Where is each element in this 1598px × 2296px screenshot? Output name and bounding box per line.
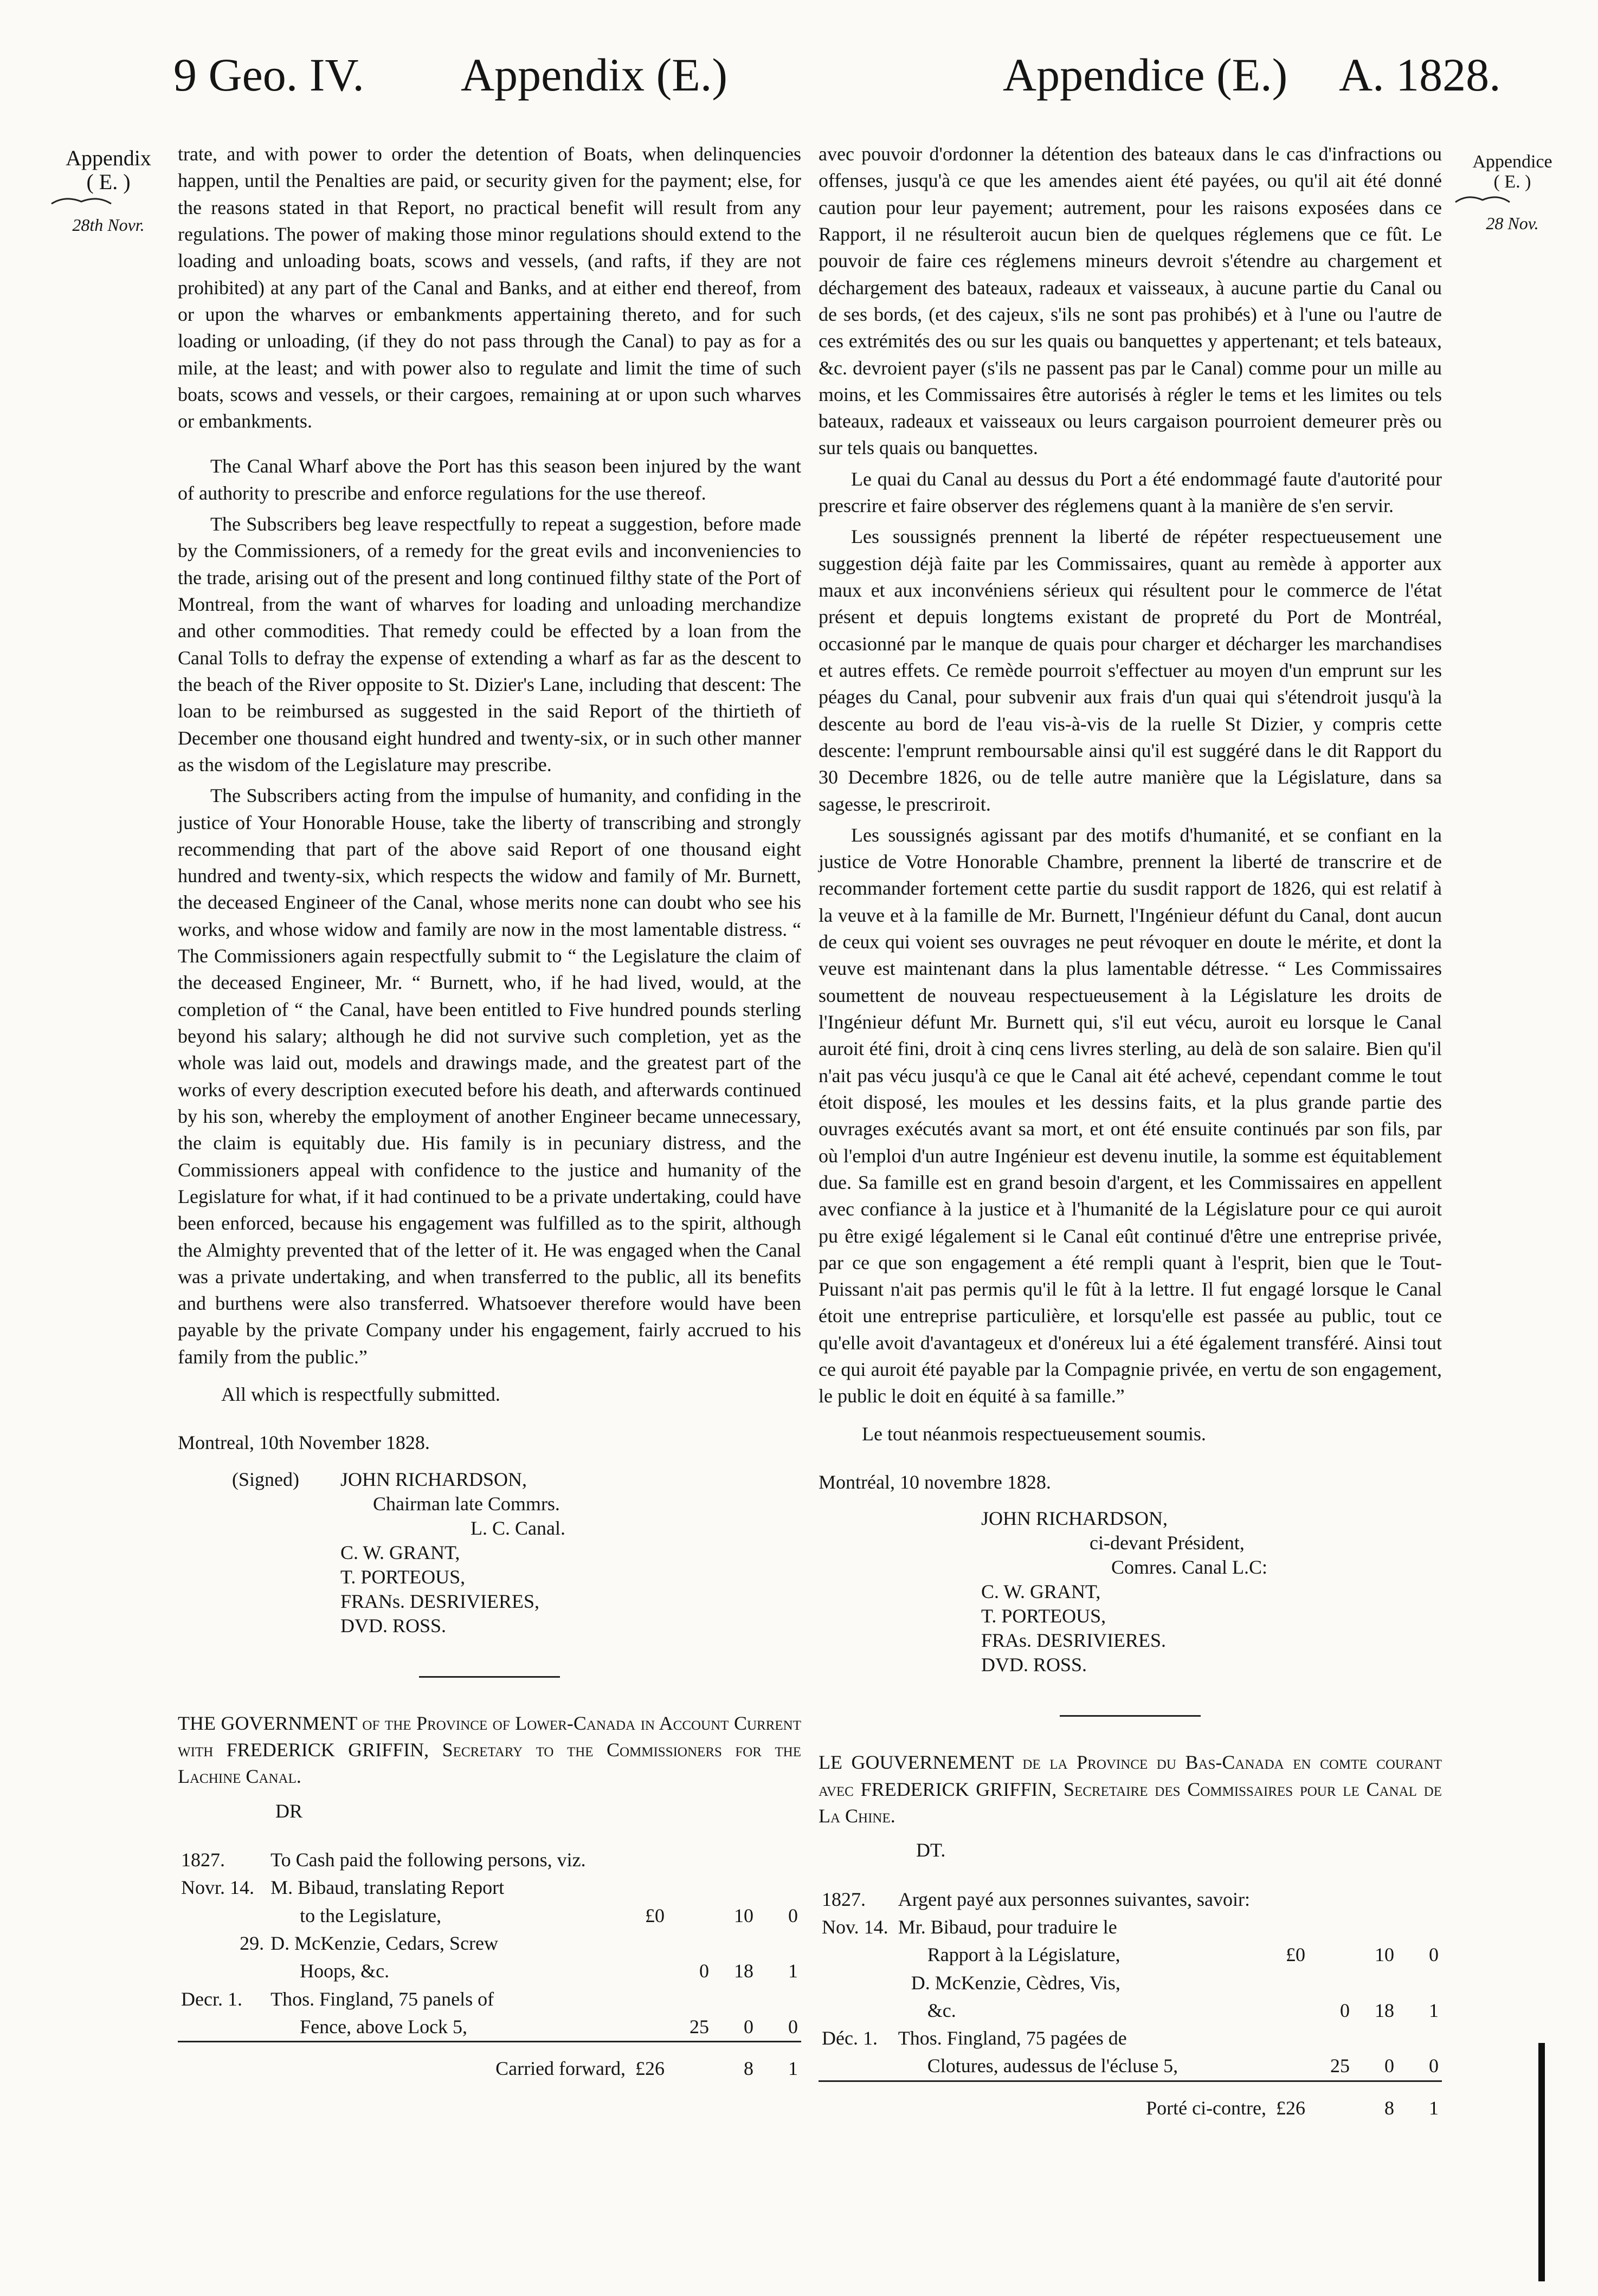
signature-line: ci-devant Président, — [1090, 1532, 1245, 1554]
signature-line: C. W. GRANT, — [340, 1541, 460, 1563]
signature-line: C. W. GRANT, — [981, 1581, 1101, 1603]
page-edge-bar — [1538, 2043, 1545, 2281]
table-row: &c. 0 18 1 — [927, 1999, 1439, 2021]
account-table — [819, 1886, 1442, 2123]
divider — [419, 1676, 560, 1678]
debit-label: DT. — [916, 1839, 946, 1861]
table-row: Déc. 1. Thos. Fingland, 75 pagées de — [822, 2027, 1127, 2049]
margin-note-left — [49, 146, 168, 235]
table-row: Nov. 14. Mr. Bibaud, pour traduire le — [822, 1916, 1117, 1938]
paragraph: The Subscribers acting from the impulse of humanity, and confiding in the justice of Your Honorable House, take the liberty of transcribing and strongly recommending that part of the above said Report of one thousand eight hundred and twenty-six, which respects the widow and family of Mr. Burnett, the deceased Engineer of the Canal, whose merits none can doubt who see his works, and whose widow and family are now in the most lamentable distress. “ The Commissioners again respectfully submit to “ the Legislature the claim of the deceased Engineer, Mr. “ Burnett, who, if he had lived, would, at the completion of “ the Canal, have been entitled to Five hundred pounds sterling beyond his salary; although he did not survive such completion, yet as the whole was laid out, models and drawings made, and the greatest part of the works of every description executed before his death, and afterwards continued by his son, whereby the employment of another Engineer became unnecessary, the claim is equitably due. His family is in pecuniary distress, and the Commissioners appeal with confidence to the justice and humanity of the Legislature for what, if it had continued to be a private undertaking, could have been enforced, because his engagement was fulfilled as to the spirit, although the Almighty prevented that of the letter of it. He was engaged when the Canal was a private undertaking, and when transferred to the public, all its benefits and burthens were also transferred. Whatsoever therefore would have been payable by the private Company under his engagement, fairly accrued to his family from the public.” — [178, 785, 801, 1368]
account-title: THE GOVERNMENT of the Province of Lower-Canada in Account Current with FREDERICK GRIFFIN, Secretary to the Commissioners for the Lachine Canal. — [178, 1712, 801, 1788]
debit-label: DR — [275, 1800, 303, 1822]
signature-line: JOHN RICHARDSON, — [981, 1508, 1168, 1530]
signature-line: FRAs. DESRIVIERES. — [981, 1629, 1167, 1652]
paragraph: The Canal Wharf above the Port has this season been injured by the want of authority to prescribe and enforce regulations for the use thereof. — [178, 455, 801, 504]
signature-line: Comres. Canal L.C: — [1111, 1556, 1267, 1579]
carried-forward-row: Carried forward, £26 8 1 — [178, 2042, 801, 2083]
table-row: Clotures, audessus de l'écluse 5, 25 0 0 — [927, 2055, 1439, 2077]
submitted-line: All which is respectfully submitted. — [221, 1383, 500, 1406]
signature-line: T. PORTEOUS, — [340, 1566, 466, 1588]
signature-line: DVD. ROSS. — [981, 1654, 1087, 1676]
signature-block — [981, 1506, 1442, 1677]
header-year: A. 1828. — [1339, 49, 1501, 101]
table-row: Novr. 14. M. Bibaud, translating Report — [181, 1877, 505, 1899]
header-appendix-fr: Appendice (E.) — [1003, 49, 1288, 101]
account-title: LE GOUVERNEMENT de la Province du Bas-Canada en comte courant avec FREDERICK GRIFFIN, Secretaire des Commissaires pour le Canal de La Chine. — [819, 1751, 1442, 1827]
signed-label: (Signed) — [232, 1468, 299, 1490]
table-row: 29. D. McKenzie, Cedars, Screw — [240, 1932, 499, 1954]
signature-line: JOHN RICHARDSON, — [340, 1468, 527, 1490]
paragraph: Les soussignés prennent la liberté de répéter respectueusement une suggestion déjà faite par les Commissaires, quant au remède à apporter aux maux et aux inconvéniens sérieux qui résultent pour le commerce de l'état présent et depuis longtems existant de propreté du Port de Montréal, occasionné par le manque de quais pour charger et décharger les marchandises et autres effets. Ce remède pourroit s'effectuer au moyen d'un emprunt sur les péages du Canal, pour subvenir aux frais d'un quai qui s'étendroit jusqu'à la descente au bord de l'eau vis-à-vis de la ruelle St Dizier, y compris cette descente: l'emprunt remboursable ainsi qu'il est suggéré dans le dit Rapport du 30 Decembre 1826, ou de telle autre manière que la Législature, dans sa sagesse, le prescriroit. — [819, 526, 1442, 815]
table-row: Decr. 1. Thos. Fingland, 75 panels of — [181, 1988, 494, 2010]
place-date: Montréal, 10 novembre 1828. — [819, 1471, 1051, 1493]
paragraph: avec pouvoir d'ordonner la détention des bateaux dans le cas d'infractions ou offenses, jusqu'à ce que les amendes aient été payées, ou qu'il ait été donné caution pour leur payement; autrement, pour les raisons exposées dans ce Rapport, il ne résulteroit aucun bien de quelques réglemens que ce fût. Le pouvoir de faire ces réglemens mineurs devroit s'étendre au chargement et déchargement des bateaux, radeaux et vaisseaux, à aucune partie du Canal ou de ses bords, (et des cajeux, s'ils ne sont pas prohibés) et à l'une ou l'autre de ces extrémités des ou sur les quais ou banquettes y appertenant; et tels bateaux, &c. devroient payer (s'ils ne passent pas par le Canal) comme pour un mille au moins, et les Commissaires être autorisés à régler le tems et les limites ou tels bateaux, radeaux et vaisseaux ou leurs cargaison pourroient demeurer près ou sur tels quais ou banquettes. — [819, 143, 1442, 459]
table-row: 1827. Argent payé aux personnes suivantes, savoir: — [822, 1888, 1250, 1910]
flourish-icon — [49, 194, 114, 207]
signature-line: T. PORTEOUS, — [981, 1605, 1106, 1627]
margin-note-right — [1453, 152, 1572, 233]
place-date: Montreal, 10th November 1828. — [178, 1432, 430, 1454]
paragraph: The Subscribers beg leave respectfully to repeat a suggestion, before made by the Commissioners, of a remedy for the great evils and inconveniencies to the trade, arising out of the present and long continued filthy state of the Port of Montreal, from the want of wharves for loading and unloading merchandize and other commodities. That remedy could be effected by a loan from the Canal Tolls to defray the expense of extending a wharf as far as the descent to the beach of the River opposite to St. Dizier's Lane, including that descent: The loan to be reimbursed as suggested in the said Report of the thirtieth of December one thousand eight hundred and twenty-six, or in such other manner as the wisdom of the Legislature may prescribe. — [178, 513, 801, 775]
header-session: 9 Geo. IV. — [173, 49, 364, 101]
signature-line: DVD. ROSS. — [340, 1614, 447, 1637]
table-row: D. McKenzie, Cèdres, Vis, — [911, 1971, 1120, 1994]
margin-date: 28th Novr. — [72, 215, 145, 235]
paragraph: trate, and with power to order the detention of Boats, when delinquencies happen, until the Penalties are paid, or security given for the payment; else, for the reasons stated in that Report, no practical benefit will result from any regulations. The power of making those minor regulations should extend to the loading and unloading boats, scows and vessels, (and rafts, if they are not prohibited) at any part of the Canal and Banks, and at either end thereof, from or upon the wharves or embankments appertaining thereto, and for such loading or unloading, (if they do not pass through the Canal) to pay as for a mile, at the least; and with power also to regulate and limit the time of such boats, scows and vessels, or their cargoes, remaining at or upon such wharves or embankments. — [178, 143, 801, 432]
french-column — [819, 141, 1442, 2122]
margin-label: Appendix — [66, 146, 151, 170]
signature-line: FRANs. DESRIVIERES, — [340, 1590, 540, 1612]
divider — [1060, 1715, 1201, 1717]
table-row: 1827. To Cash paid the following persons, viz. — [181, 1848, 586, 1871]
carried-forward-row: Porté ci-contre, £26 8 1 — [819, 2081, 1442, 2122]
header-appendix-en: Appendix (E.) — [461, 49, 727, 101]
table-row: to the Legislature, £0 10 0 — [300, 1904, 798, 1926]
margin-label: Appendice — [1472, 152, 1552, 172]
english-column — [178, 141, 801, 2082]
margin-sub: ( E. ) — [86, 170, 131, 194]
margin-sub: ( E. ) — [1493, 172, 1531, 192]
flourish-icon — [1453, 192, 1512, 205]
table-row: Hoops, &c. 0 18 1 — [300, 1960, 798, 1982]
signature-line: Chairman late Commrs. — [373, 1492, 560, 1515]
paragraph: Le quai du Canal au dessus du Port a été endommagé faute d'autorité pour prescrire et faire observer des réglemens quant à la manière de s'en servir. — [819, 468, 1442, 517]
running-header — [0, 48, 1598, 118]
margin-date: 28 Nov. — [1486, 213, 1539, 233]
signature-block — [232, 1467, 801, 1638]
signature-line: L. C. Canal. — [471, 1517, 565, 1539]
table-row: Rapport à la Législature, £0 10 0 — [927, 1944, 1439, 1966]
submitted-line: Le tout néanmois respectueusement soumis. — [862, 1422, 1206, 1445]
table-row: Fence, above Lock 5, 25 0 0 — [300, 2015, 798, 2038]
paragraph: Les soussignés agissant par des motifs d'humanité, et se confiant en la justice de Votre Honorable Chambre, prennent la liberté de transcrire et de recommander fortement cette partie du susdit rapport de 1826, qui est relatif à la veuve et à la famille de Mr. Burnett, l'Ingénieur défunt du Canal, dont aucun de ceux qui voient ses ouvrages ne peut révoquer en doute le mérite, et dont la veuve est maintenant dans la plus lamentable détresse. “ Les Commissaires soumettent de nouveau respectueusement à la Législature les droits de l'Ingénieur défunt Mr. Burnett qui, s'il eut vécu, auroit eu lorsque le Canal auroit été fini, droit à cinq cens livres sterling, au delà de son salaire. Bien qu'il n'ait pas vécu jusqu'à ce que le Canal ait été achevé, cependant comme le tout étoit disposé, les moules et les dessins faits, et la plus grande partie des ouvrages exécutés avant sa mort, et ont été ensuite continués par son fils, par où l'emploi d'un autre Ingénieur est devenu inutile, la somme est équitablement due. Sa famille est en grand besoin d'argent, et les Commissaires en appellent avec confiance à la justice et à l'humanité de la Législature pour ce qui auroit pu être exigé légalement si le Canal eût continué d'être une entreprise privée, par ce que son engagement a été rempli quant à l'esprit, bien que le Tout-Puissant n'ait pas permis qu'il le fût à la lettre. Il fut engagé lorsque le Canal étoit une entreprise particulière, et lorsqu'elle est passée au public, tout ce qu'elle avoit d'avantageux et d'onéreux lui a été également transféré. Ainsi tout ce qui auroit été payable par la Compagnie privée, en vertu de son engagement, le public le doit en équité à sa famille.” — [819, 824, 1442, 1407]
account-table — [178, 1846, 801, 2083]
